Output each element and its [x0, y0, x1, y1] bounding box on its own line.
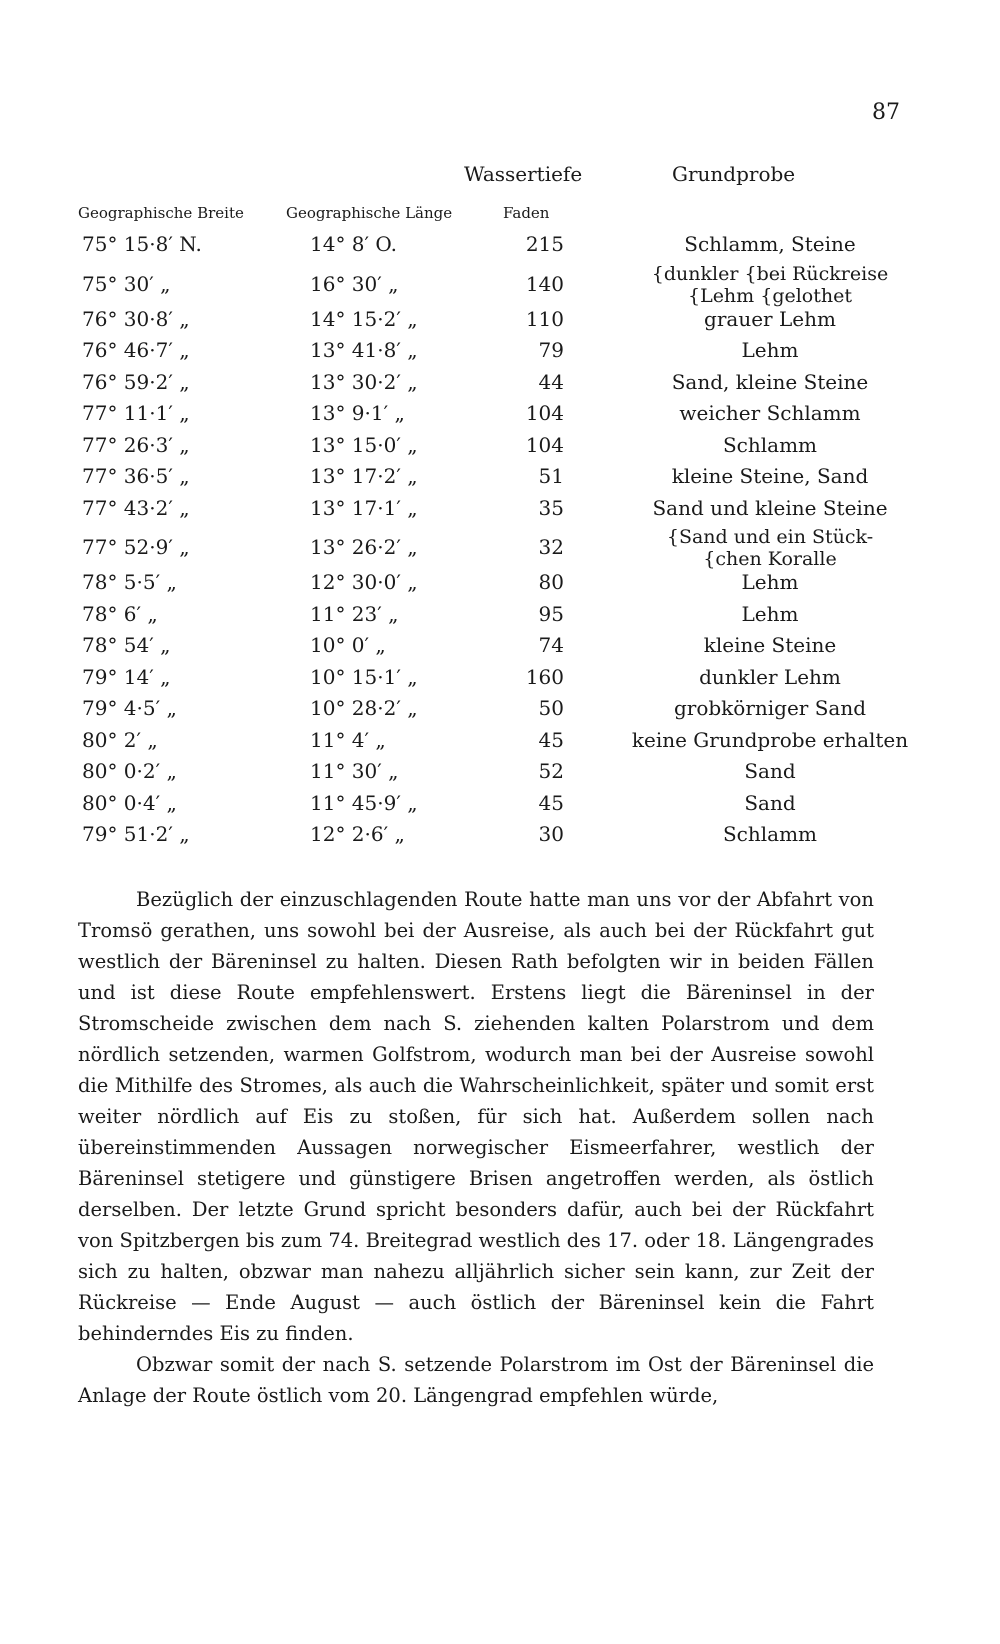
- ground-sample-cell: grobkörniger Sand: [673, 696, 867, 720]
- ground-sample-line: {Sand und ein Stück-: [666, 526, 874, 548]
- latitude-cell: 77° 43·2′ „: [82, 495, 190, 520]
- longitude-cell: 13° 15·0′ „: [310, 432, 418, 457]
- latitude-cell: 80° 2′ „: [82, 727, 158, 752]
- ground-sample-cell: weicher Schlamm: [679, 401, 861, 425]
- table-row: [60, 264, 940, 307]
- latitude-cell: 80° 0·4′ „: [82, 790, 177, 815]
- longitude-cell: 13° 30·2′ „: [310, 369, 418, 394]
- latitude-cell: 77° 52·9′ „: [82, 535, 190, 559]
- paragraph: Bezüglich der einzuschlagenden Route hatte man uns vor der Abfahrt von Tromsö gerathen, uns sowohl bei der Ausreise, als auch bei der Rückfahrt gut westlich der Bäreninsel zu halten. Diesen Rath befolgten wir in beiden Fällen und ist diese Route empfehlenswert. Erstens liegt die Bäreninsel in der Stromscheide zwischen dem nach S. ziehenden kalten Polarstrom und dem nördlich setzenden, warmen Golfstrom, wodurch man bei der Ausreise sowohl die Mithilfe des Stromes, als auch die Wahrscheinlichkeit, später und somit erst weiter nördlich auf Eis zu stoßen, für sich hat. Außerdem sollen nach übereinstimmenden Aussagen norwegischer Eismeerfahrer, westlich der Bäreninsel stetigere und günstigere Brisen angetroffen werden, als östlich derselben. Der letzte Grund spricht besonders dafür, auch bei der Rückfahrt von Spitzbergen bis zum 74. Breitegrad westlich des 17. oder 18. Längengrades sich zu halten, obzwar man nahezu alljährlich sicher sein kann, zur Zeit der Rückreise — Ende August — auch östlich der Bäreninsel kein die Fahrt behinderndes Eis zu finden.: [78, 888, 874, 1345]
- longitude-cell: 11° 23′ „: [310, 601, 399, 626]
- ground-sample-cell: Sand, kleine Steine: [671, 369, 869, 394]
- ground-sample-cell: grauer Lehm: [704, 306, 836, 331]
- longitude-cell: 14° 15·2′ „: [310, 306, 418, 331]
- latitude-cell: 78° 6′ „: [82, 601, 158, 626]
- longitude-cell: 11° 45·9′ „: [310, 790, 418, 815]
- table-row: [60, 728, 940, 760]
- table-row: [60, 696, 940, 728]
- ground-sample-line: {chen Koralle: [703, 548, 837, 570]
- longitude-cell: 13° 41·8′ „: [310, 338, 418, 362]
- latitude-cell: 79° 4·5′ „: [82, 696, 177, 720]
- longitude-cell: 13° 9·1′ „: [310, 401, 405, 425]
- ground-sample-cell: dunkler Lehm: [699, 664, 841, 689]
- depth-cell: 51: [538, 464, 564, 488]
- depth-cell: 52: [538, 759, 564, 783]
- header-lat: Geographische Breite: [78, 204, 244, 222]
- table-row: [60, 401, 940, 433]
- latitude-cell: 80° 0·2′ „: [82, 759, 177, 783]
- ground-sample-cell: Schlamm: [722, 822, 818, 846]
- ground-sample-cell: Sand und kleine Steine: [652, 495, 888, 520]
- latitude-cell: 79° 14′ „: [82, 664, 171, 689]
- depth-cell: 160: [525, 664, 564, 689]
- latitude-cell: 76° 59·2′ „: [82, 369, 190, 394]
- depth-cell: 44: [538, 369, 564, 394]
- depth-cell: 140: [525, 271, 564, 296]
- ground-sample-cell: Schlamm, Steine: [684, 232, 856, 256]
- ground-sample-cell: [600, 526, 940, 570]
- depth-cell: 95: [538, 601, 564, 626]
- ground-sample-cell: kleine Steine, Sand: [671, 464, 869, 488]
- depth-cell: 45: [538, 790, 564, 815]
- depth-cell: 74: [538, 633, 564, 657]
- longitude-cell: 10° 28·2′ „: [310, 696, 418, 720]
- latitude-cell: 76° 46·7′ „: [82, 338, 190, 362]
- table-row: [60, 338, 940, 370]
- latitude-cell: 78° 54′ „: [82, 633, 171, 657]
- ground-sample-cell: Lehm: [741, 570, 799, 594]
- depth-cell: 215: [525, 232, 564, 256]
- header-depth-top: Wassertiefe: [464, 162, 583, 186]
- longitude-cell: 11° 4′ „: [310, 727, 386, 752]
- depth-cell: 110: [525, 306, 564, 331]
- table-row: [60, 307, 940, 339]
- ground-sample-cell: Sand: [744, 759, 796, 783]
- latitude-cell: 75° 15·8′ N.: [82, 232, 202, 256]
- depth-cell: 50: [538, 696, 564, 720]
- longitude-cell: 14° 8′ O.: [310, 232, 398, 256]
- ground-sample-cell: Lehm: [741, 338, 799, 362]
- latitude-cell: 79° 51·2′ „: [82, 822, 190, 846]
- ground-sample-cell: Schlamm: [722, 432, 818, 457]
- depth-cell: 104: [525, 432, 564, 457]
- longitude-cell: 13° 17·2′ „: [310, 464, 418, 488]
- longitude-cell: 10° 0′ „: [310, 633, 386, 657]
- ground-sample-line: {Lehm {gelothet: [687, 284, 852, 307]
- table-row: [60, 370, 940, 402]
- table-row: [60, 822, 940, 854]
- table-row: [60, 232, 940, 264]
- header-ground: Grundprobe: [672, 162, 796, 186]
- longitude-cell: 16° 30′ „: [310, 271, 399, 296]
- ground-sample-cell: keine Grundprobe erhalten: [631, 727, 909, 752]
- table-row: [60, 496, 940, 528]
- table-row: [60, 665, 940, 697]
- table-row: [60, 464, 940, 496]
- depth-cell: 45: [538, 727, 564, 752]
- latitude-cell: 75° 30′ „: [82, 271, 171, 296]
- table-row: [60, 791, 940, 823]
- sounding-table: [60, 232, 940, 854]
- table-row: [60, 527, 940, 570]
- latitude-cell: 77° 11·1′ „: [82, 401, 190, 425]
- depth-cell: 35: [538, 495, 564, 520]
- latitude-cell: 78° 5·5′ „: [82, 570, 177, 594]
- longitude-cell: 13° 26·2′ „: [310, 535, 418, 559]
- ground-sample-line: {dunkler {bei Rückreise: [651, 262, 889, 285]
- ground-sample-cell: Lehm: [741, 601, 799, 626]
- latitude-cell: 77° 36·5′ „: [82, 464, 190, 488]
- depth-cell: 32: [538, 535, 564, 559]
- page-number: 87: [872, 100, 900, 125]
- longitude-cell: 11° 30′ „: [310, 759, 399, 783]
- table-row: [60, 570, 940, 602]
- longitude-cell: 13° 17·1′ „: [310, 495, 418, 520]
- header-depth-unit: Faden: [503, 204, 550, 222]
- depth-cell: 104: [525, 401, 564, 425]
- longitude-cell: 12° 30·0′ „: [310, 570, 418, 594]
- longitude-cell: 10° 15·1′ „: [310, 664, 418, 689]
- table-row: [60, 633, 940, 665]
- longitude-cell: 12° 2·6′ „: [310, 822, 405, 846]
- latitude-cell: 76° 30·8′ „: [82, 306, 190, 331]
- depth-cell: 79: [538, 338, 564, 362]
- ground-sample-cell: kleine Steine: [703, 633, 837, 657]
- table-row: [60, 759, 940, 791]
- ground-sample-cell: [600, 263, 940, 307]
- header-lon: Geographische Länge: [286, 204, 453, 222]
- table-row: [60, 433, 940, 465]
- depth-cell: 30: [538, 822, 564, 846]
- depth-cell: 80: [538, 570, 564, 594]
- ground-sample-cell: Sand: [744, 790, 796, 815]
- table-row: [60, 602, 940, 634]
- body-text: [78, 884, 874, 1411]
- latitude-cell: 77° 26·3′ „: [82, 432, 190, 457]
- paragraph: Obzwar somit der nach S. setzende Polarstrom im Ost der Bäreninsel die Anlage der Route östlich vom 20. Längengrad empfehlen würde,: [78, 1353, 874, 1407]
